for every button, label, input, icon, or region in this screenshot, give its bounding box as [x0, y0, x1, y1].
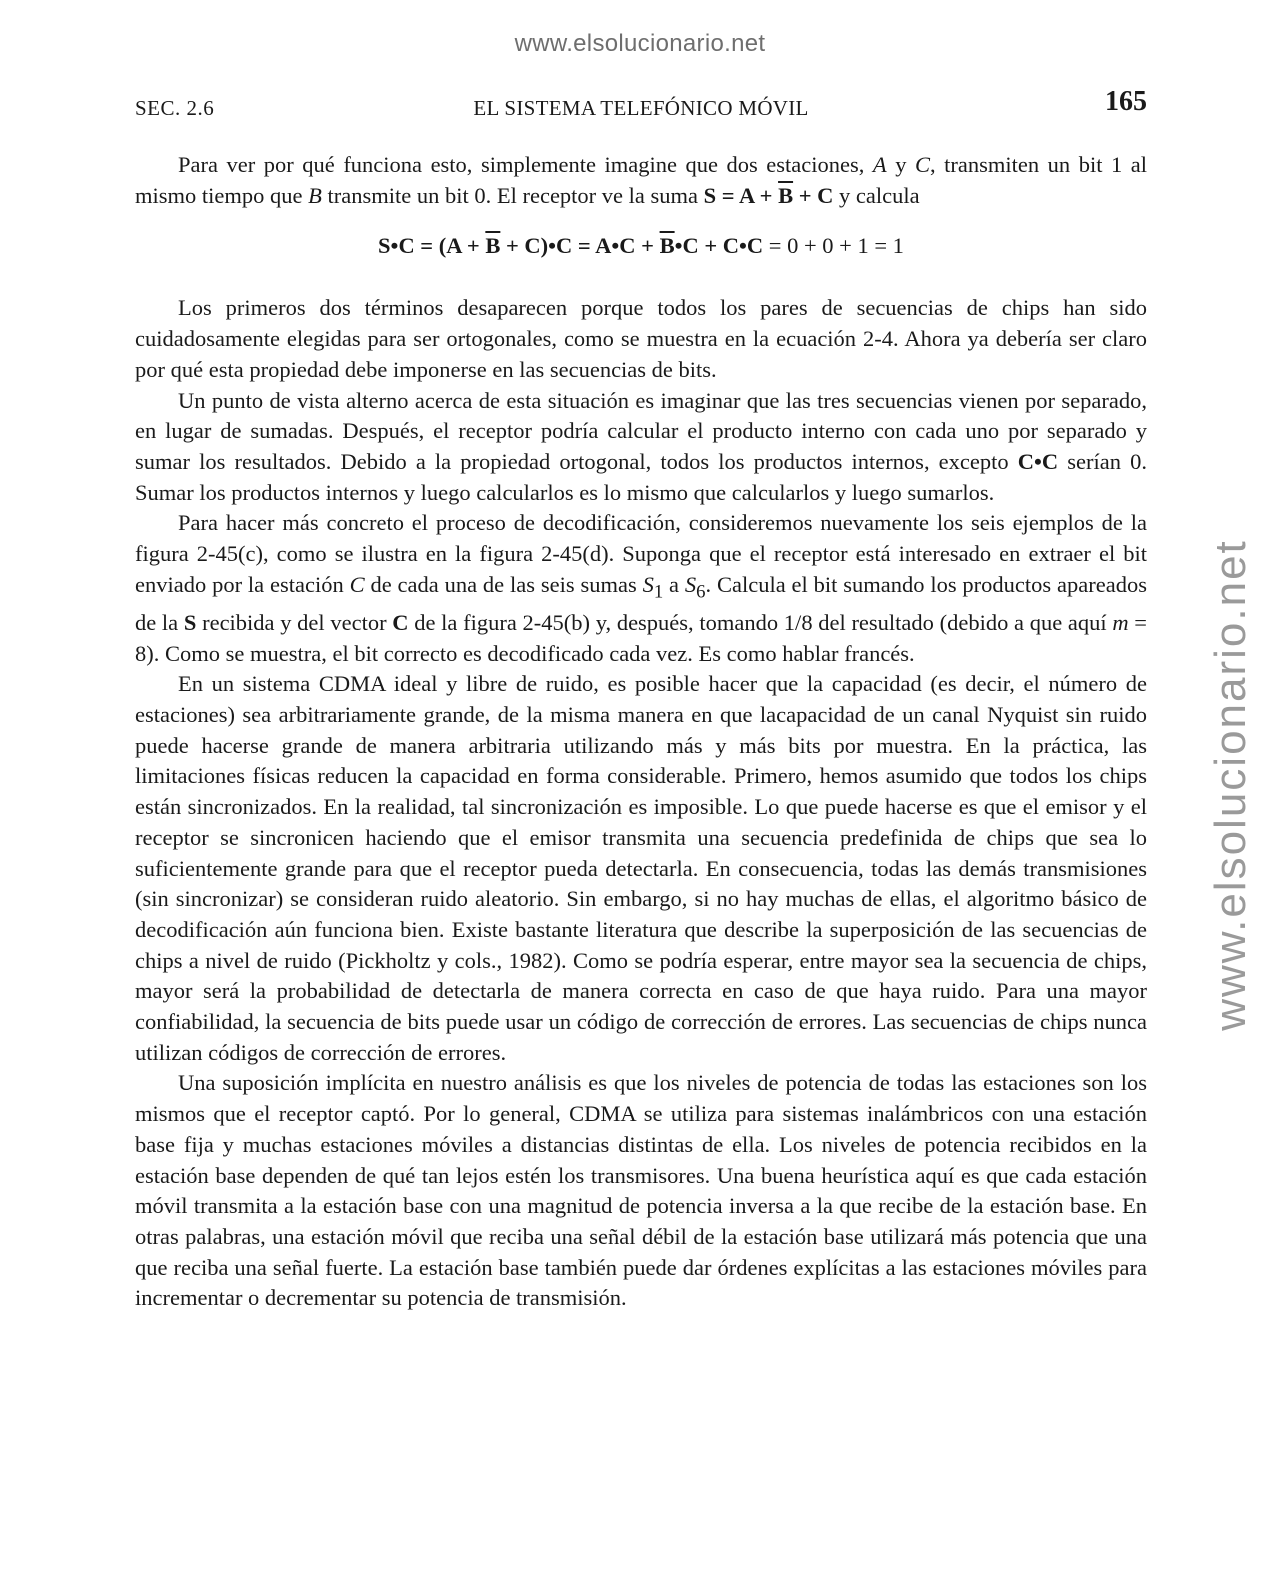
p4-text-g: = 8). Como se muestra, el bit correcto es decodificado cada vez. Es como hablar francés.: [135, 609, 1147, 666]
formula: [135, 229, 1147, 263]
p3-text-b: serían 0. Sumar los productos internos y luego calcularlos es lo mismo que calcularlos y luego sumarlos.: [135, 448, 1147, 505]
paragraph-5: En un sistema CDMA ideal y libre de ruido, es posible hacer que la capacidad (es decir, el número de estaciones) sea arbitrariamente grande, de la misma manera en que lacapacidad de un canal Nyquist sin ruido puede hacerse grande de manera arbitraria utilizando más y más bits por muestra. En la práctica, las limitaciones físicas reducen la capacidad en forma considerable. Primero, hemos asumido que todos los chips están sincronizados. En la realidad, tal sincronización es imposible. Lo que puede hacerse es que el emisor y el receptor se sincronicen haciendo que el emisor transmita una secuencia predefinida de chips que sea lo suficientemente grande para que el receptor pueda detectarla. En consecuencia, todas las demás transmisiones (sin sincronizar) se consideran ruido aleatorio. Sin embargo, si no hay muchas de ellas, el algoritmo básico de decodificación aún funciona bien. Existe bastante literatura que describe la superposición de las secuencias de chips a nivel de ruido (Pickholtz y cols., 1982). Como se podría esperar, entre mayor sea la secuencia de chips, mayor será la probabilidad de detectarla de manera correcta en caso de que haya ruido. Para una mayor confiabilidad, la secuencia de bits puede usar un código de corrección de errores. Las secuencias de chips nunca utilizan códigos de corrección de errores.: [135, 671, 1147, 1065]
var-m: m: [1112, 609, 1129, 635]
vector-c: C: [392, 609, 409, 635]
sum-s6-subscript: 6: [696, 581, 706, 603]
p1-text-c: , transmiten un bit 1 al mismo tiempo que: [135, 152, 1148, 208]
inner-product-cc: C•C: [1017, 448, 1059, 474]
p4-text-f: de la figura 2-45(b) y, después, tomando 1/8 del resultado (debido a que aquí: [408, 609, 1113, 635]
b-bar: $\overline{B}$: [778, 182, 794, 208]
page-number: 165: [1105, 86, 1147, 117]
var-a: A: [872, 152, 887, 177]
p4-text-a: Para hacer más concreto el proceso de decodificación, consideremos nuevamente los seis ejemplos de la figura 2-45(c), como se ilustra en la figura 2-45(d). Suponga que el receptor está interesado en extraer el bit enviado por la estación: [135, 510, 1147, 597]
sum-equation-tail: + C: [793, 182, 834, 208]
p4-text-c: a: [663, 571, 685, 597]
formula-mid: + C)•C = A•C +: [500, 233, 660, 259]
var-c-station: C: [349, 571, 365, 597]
paragraph-4: [135, 508, 1147, 669]
sum-s1: S: [642, 571, 654, 597]
p1-text-b: y: [886, 152, 915, 177]
formula-b-bar-2: $\overline{B}$: [659, 233, 675, 259]
sum-s6: S: [684, 571, 697, 597]
formula-lhs: S•C = (A +: [378, 233, 486, 259]
p1-text-d: transmite un bit 0. El receptor ve la suma: [321, 182, 704, 208]
var-c: C: [914, 152, 930, 177]
body-text: [135, 150, 1147, 1314]
paragraph-1: [135, 150, 1147, 211]
formula-b-bar-1: $\overline{B}$: [485, 233, 501, 259]
chapter-title: EL SISTEMA TELEFÓNICO MÓVIL: [473, 96, 809, 120]
p4-text-b: de cada una de las seis sumas: [364, 571, 643, 597]
p3-text-a: Un punto de vista alterno acerca de esta situación es imaginar que las tres secuencias vienen por separado, en lugar de sumadas. Después, el receptor podría calcular el producto interno con cada uno por separado y sumar los resultados. Debido a la propiedad ortogonal, todos los productos internos, excepto: [135, 387, 1147, 474]
sum-s1-subscript: 1: [653, 581, 664, 603]
paragraph-6: Una suposición implícita en nuestro análisis es que los niveles de potencia de todas las estaciones son los mismos que el receptor captó. Por lo general, CDMA se utiliza para sistemas inalámbricos con una estación base fija y muchas estaciones móviles a distancias distintas de ella. Los niveles de potencia recibidos en la estación base dependen de qué tan lejos estén los transmisores. Una buena heurística aquí es que cada estación móvil transmita a la estación base con una magnitud de potencia inversa a la que recibe de la estación base. En otras palabras, una estación móvil que reciba una señal débil de la estación base utilizará más potencia que una que reciba una señal fuerte. La estación base también puede dar órdenes explícitas a las estaciones móviles para incrementar o decrementar su potencia de transmisión.: [135, 1070, 1147, 1311]
p4-text-d: . Calcula el bit sumando los productos apareados de la: [135, 571, 1147, 635]
formula-rhs-bold: •C + C•C: [674, 233, 764, 259]
formula-rhs: = 0 + 0 + 1 = 1: [763, 233, 904, 259]
paragraph-3: [135, 386, 1147, 509]
paragraph-2: Los primeros dos términos desaparecen porque todos los pares de secuencias de chips han sido cuidadosamente elegidas para ser ortogonales, como se muestra en la ecuación 2-4. Ahora ya debería ser claro por qué esta propiedad debe imponerse en las secuencias de bits.: [135, 295, 1147, 382]
running-head: [135, 86, 1147, 128]
p1-text-a: Para ver por qué funciona esto, simplemente imagine que dos estaciones,: [178, 152, 873, 177]
var-b: B: [308, 182, 322, 208]
watermark-side: www.elsolucionario.net: [1206, 539, 1255, 1031]
sum-equation: S = A +: [703, 182, 779, 208]
p1-text-e: y calcula: [833, 182, 920, 208]
watermark-top: www.elsolucionario.net: [514, 30, 766, 57]
vector-s: S: [183, 609, 197, 635]
p4-text-e: recibida y del vector: [196, 609, 393, 635]
section-label: SEC. 2.6: [135, 96, 215, 120]
